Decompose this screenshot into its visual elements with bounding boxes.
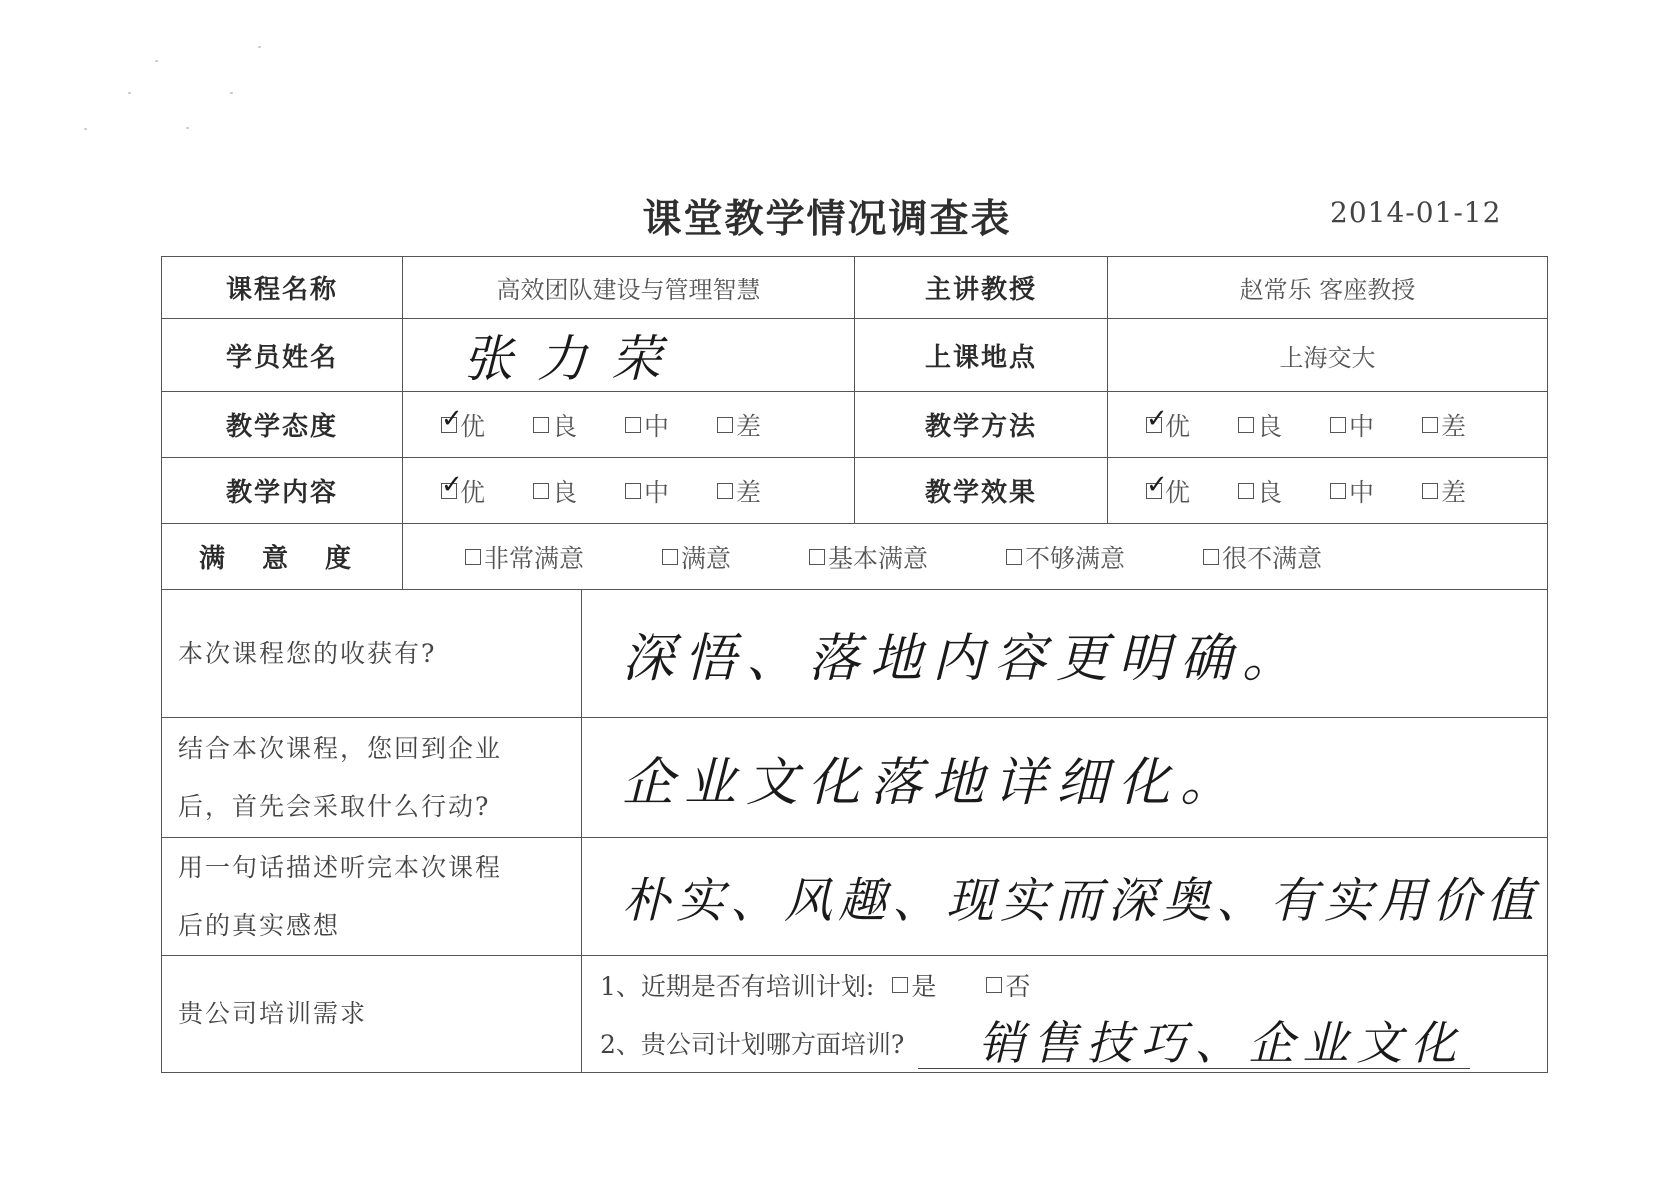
training-area-answer[interactable]: 销售技巧、企业文化 <box>918 1018 1470 1069</box>
method-option-label-2: 中 <box>1349 411 1375 441</box>
method-option-label-3: 差 <box>1441 411 1467 441</box>
training-yes-label: 是 <box>911 972 937 1001</box>
satisfaction-row <box>162 524 1548 590</box>
feeling-question-line2: 后的真实感想 <box>178 910 341 940</box>
content-checkbox-3[interactable] <box>717 483 733 499</box>
check-mark-icon: ✓ <box>441 403 463 434</box>
effect-label: 教学效果 <box>855 458 1108 524</box>
effect-option-1[interactable] <box>1238 473 1282 509</box>
satisfaction-checkbox-1[interactable] <box>662 549 678 565</box>
location-value: 上海交大 <box>1108 319 1548 392</box>
content-options <box>403 458 855 524</box>
training-yes-checkbox[interactable] <box>892 977 908 993</box>
method-option-0[interactable] <box>1146 403 1191 443</box>
content-option-1[interactable] <box>533 473 577 509</box>
attitude-option-label-0: 优 <box>460 411 486 441</box>
action-question-line2: 后，首先会采取什么行动? <box>178 791 491 821</box>
satisfaction-options <box>403 524 1548 590</box>
content-label: 教学内容 <box>162 458 403 524</box>
effect-option-label-2: 中 <box>1349 477 1375 507</box>
attitude-checkbox-3[interactable] <box>717 417 733 433</box>
training-plan-line <box>600 956 1547 1014</box>
student-name-label: 学员姓名 <box>162 319 403 392</box>
effect-option-label-3: 差 <box>1441 477 1467 507</box>
method-option-3[interactable] <box>1422 407 1466 443</box>
attitude-checkbox-0[interactable] <box>441 403 463 434</box>
satisfaction-checkbox-0[interactable] <box>465 549 481 565</box>
training-no-checkbox[interactable] <box>986 977 1002 993</box>
effect-option-label-0: 优 <box>1165 477 1191 507</box>
training-row <box>162 956 1548 1073</box>
training-no-label: 否 <box>1005 972 1031 1001</box>
check-mark-icon: ✓ <box>1146 469 1168 500</box>
survey-date: 2014-01-12 <box>1330 196 1502 229</box>
satisfaction-label: 满 意 度 <box>162 524 403 590</box>
satisfaction-option-label-1: 满意 <box>681 543 732 573</box>
method-option-label-0: 优 <box>1165 411 1191 441</box>
training-area-line <box>600 1014 1547 1072</box>
effect-checkbox-0[interactable] <box>1146 469 1168 500</box>
action-question <box>162 718 582 838</box>
content-option-label-1: 良 <box>552 477 578 507</box>
method-option-label-1: 良 <box>1257 411 1283 441</box>
attitude-checkbox-2[interactable] <box>625 417 641 433</box>
effect-checkbox-3[interactable] <box>1422 483 1438 499</box>
professor-value: 赵常乐 客座教授 <box>1108 257 1548 319</box>
rating-row-1 <box>162 392 1548 458</box>
course-row <box>162 257 1548 319</box>
satisfaction-option-3[interactable] <box>1006 539 1125 575</box>
gain-question: 本次课程您的收获有? <box>162 590 582 718</box>
attitude-options <box>403 392 855 458</box>
training-needs <box>582 956 1548 1073</box>
course-name-label: 课程名称 <box>162 257 403 319</box>
rating-row-2 <box>162 458 1548 524</box>
content-option-2[interactable] <box>625 473 669 509</box>
action-question-line1: 结合本次课程，您回到企业 <box>178 733 503 763</box>
training-plan-question: 1、近期是否有培训计划: <box>600 972 875 1001</box>
location-label: 上课地点 <box>855 319 1108 392</box>
check-mark-icon: ✓ <box>1146 403 1168 434</box>
feeling-question <box>162 838 582 956</box>
attitude-option-0[interactable] <box>441 403 486 443</box>
check-mark-icon: ✓ <box>441 469 463 500</box>
satisfaction-option-1[interactable] <box>662 539 731 575</box>
effect-checkbox-1[interactable] <box>1238 483 1254 499</box>
method-options <box>1108 392 1548 458</box>
action-answer[interactable]: 企业文化落地详细化。 <box>582 718 1548 838</box>
training-label: 贵公司培训需求 <box>162 956 582 1073</box>
satisfaction-checkbox-4[interactable] <box>1203 549 1219 565</box>
survey-table <box>161 256 1548 1073</box>
training-area-question: 2、贵公司计划哪方面培训? <box>600 1030 905 1059</box>
gain-answer[interactable]: 深悟、落地内容更明确。 <box>582 590 1548 718</box>
course-name-value: 高效团队建设与管理智慧 <box>403 257 855 319</box>
feeling-question-line1: 用一句话描述听完本次课程 <box>178 852 503 882</box>
method-option-2[interactable] <box>1330 407 1374 443</box>
content-checkbox-1[interactable] <box>533 483 549 499</box>
content-option-3[interactable] <box>717 473 761 509</box>
satisfaction-checkbox-2[interactable] <box>809 549 825 565</box>
method-checkbox-1[interactable] <box>1238 417 1254 433</box>
attitude-option-label-1: 良 <box>552 411 578 441</box>
satisfaction-option-label-2: 基本满意 <box>828 543 929 573</box>
satisfaction-option-label-4: 很不满意 <box>1222 543 1323 573</box>
feeling-row <box>162 838 1548 956</box>
effect-options <box>1108 458 1548 524</box>
effect-option-0[interactable] <box>1146 469 1191 509</box>
action-row <box>162 718 1548 838</box>
content-option-0[interactable] <box>441 469 486 509</box>
training-yes-option[interactable] <box>892 967 936 1003</box>
attitude-option-label-3: 差 <box>736 411 762 441</box>
effect-checkbox-2[interactable] <box>1330 483 1346 499</box>
attitude-option-1[interactable] <box>533 407 577 443</box>
content-checkbox-0[interactable] <box>441 469 463 500</box>
method-checkbox-3[interactable] <box>1422 417 1438 433</box>
student-row <box>162 319 1548 392</box>
student-name-field[interactable]: 张力荣 <box>403 319 855 392</box>
attitude-option-2[interactable] <box>625 407 669 443</box>
effect-option-2[interactable] <box>1330 473 1374 509</box>
method-checkbox-0[interactable] <box>1146 403 1168 434</box>
satisfaction-option-4[interactable] <box>1203 539 1322 575</box>
method-label: 教学方法 <box>855 392 1108 458</box>
method-checkbox-2[interactable] <box>1330 417 1346 433</box>
satisfaction-option-label-3: 不够满意 <box>1025 543 1126 573</box>
effect-option-label-1: 良 <box>1257 477 1283 507</box>
method-option-1[interactable] <box>1238 407 1282 443</box>
gain-row <box>162 590 1548 718</box>
training-no-option[interactable] <box>986 967 1030 1003</box>
content-option-label-3: 差 <box>736 477 762 507</box>
satisfaction-option-label-0: 非常满意 <box>484 543 585 573</box>
satisfaction-option-2[interactable] <box>809 539 928 575</box>
attitude-checkbox-1[interactable] <box>533 417 549 433</box>
content-checkbox-2[interactable] <box>625 483 641 499</box>
attitude-label: 教学态度 <box>162 392 403 458</box>
professor-label: 主讲教授 <box>855 257 1108 319</box>
content-option-label-2: 中 <box>644 477 670 507</box>
effect-option-3[interactable] <box>1422 473 1466 509</box>
page-title: 课堂教学情况调查表 <box>642 197 1012 242</box>
feeling-answer[interactable]: 朴实、风趣、现实而深奥、有实用价值 <box>582 838 1548 956</box>
attitude-option-3[interactable] <box>717 407 761 443</box>
content-option-label-0: 优 <box>460 477 486 507</box>
satisfaction-option-0[interactable] <box>465 539 584 575</box>
satisfaction-checkbox-3[interactable] <box>1006 549 1022 565</box>
attitude-option-label-2: 中 <box>644 411 670 441</box>
